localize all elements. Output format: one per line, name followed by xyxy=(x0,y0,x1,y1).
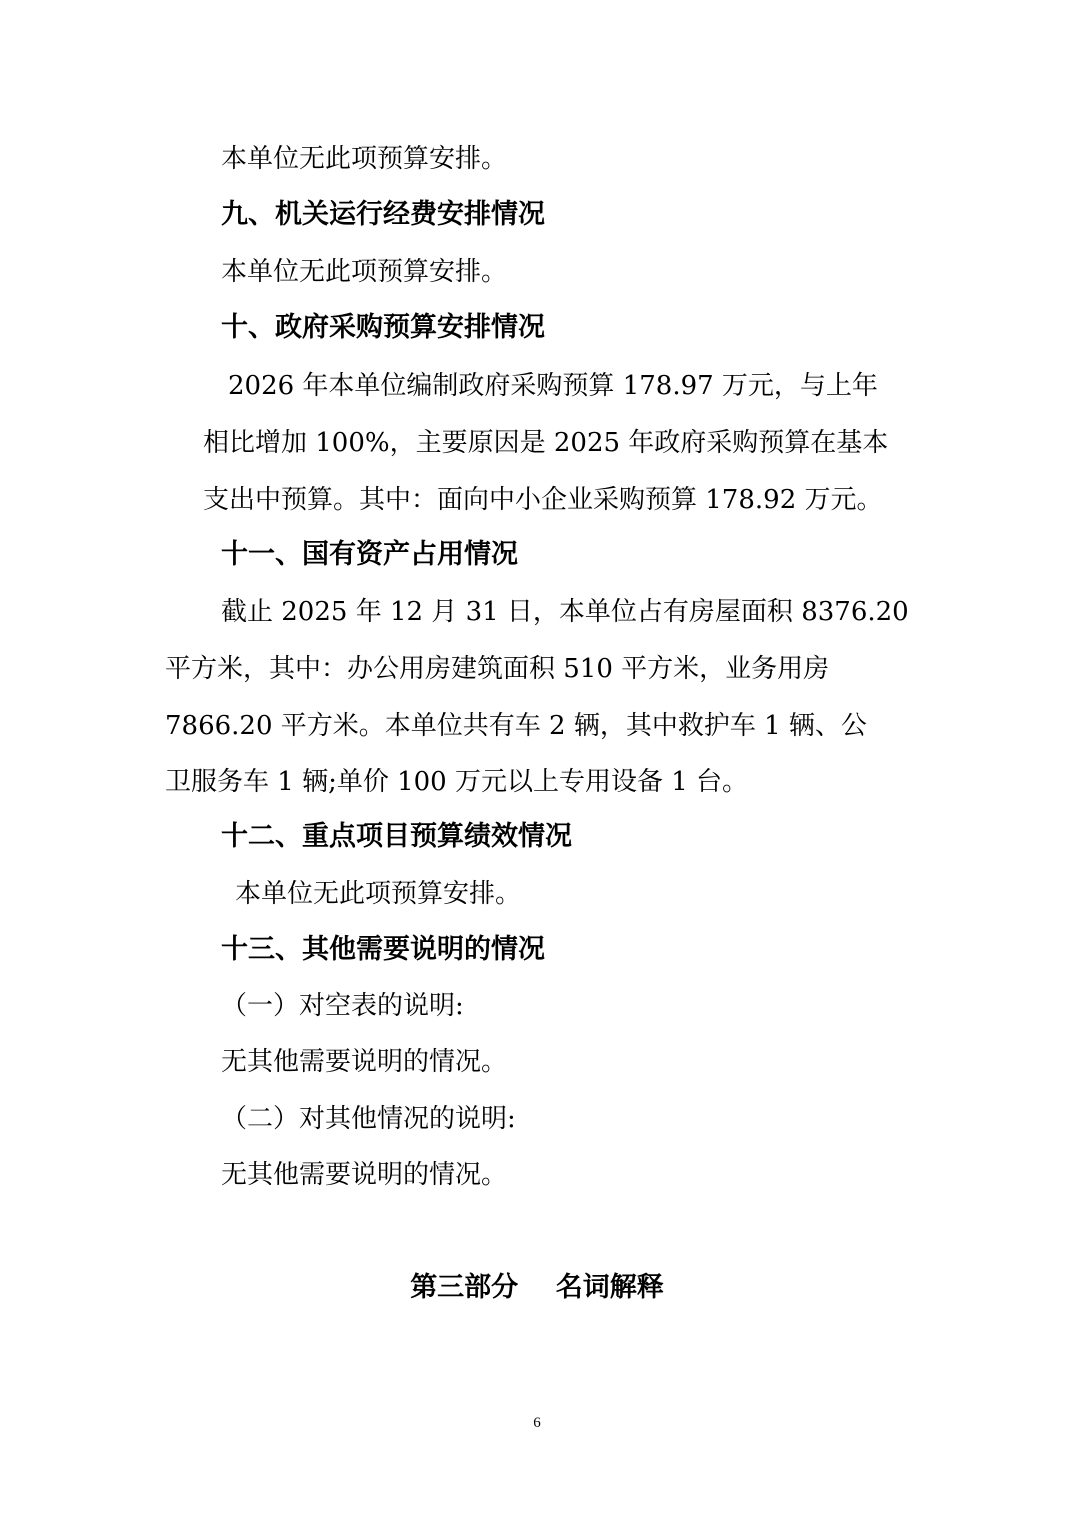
paragraph-line: 2026 年本单位编制政府采购预算 178.97 万元，与上年 xyxy=(228,371,878,401)
paragraph-line: 截止 2025 年 12 月 31 日，本单位占有房屋面积 8376.20 xyxy=(221,597,909,627)
section-heading-9: 九、机关运行经费安排情况 xyxy=(221,199,545,230)
part-title: 第三部分 名词解释 xyxy=(410,1272,664,1303)
paragraph-line: 卫服务车 1 辆;单价 100 万元以上专用设备 1 台。 xyxy=(165,767,749,797)
paragraph-line: 平方米，其中：办公用房建筑面积 510 平方米，业务用房 xyxy=(165,654,830,684)
budget-note-line: 本单位无此项预算安排。 xyxy=(235,879,522,909)
section-heading-11: 十一、国有资产占用情况 xyxy=(221,539,518,570)
paragraph-line: 相比增加 100%，主要原因是 2025 年政府采购预算在基本 xyxy=(203,428,889,458)
page-number: 6 xyxy=(533,1415,541,1431)
subsection-heading: （一）对空表的说明: xyxy=(221,991,464,1021)
budget-note-line: 本单位无此项预算安排。 xyxy=(221,144,508,174)
subsection-text: 无其他需要说明的情况。 xyxy=(221,1160,508,1190)
subsection-text: 无其他需要说明的情况。 xyxy=(221,1047,508,1077)
section-heading-10: 十、政府采购预算安排情况 xyxy=(221,312,545,343)
section-heading-12: 十二、重点项目预算绩效情况 xyxy=(221,821,572,852)
subsection-heading: （二）对其他情况的说明: xyxy=(221,1104,516,1134)
section-heading-13: 十三、其他需要说明的情况 xyxy=(221,934,545,965)
paragraph-line: 支出中预算。其中：面向中小企业采购预算 178.92 万元。 xyxy=(203,485,883,515)
paragraph-line: 7866.20 平方米。本单位共有车 2 辆，其中救护车 1 辆、公 xyxy=(165,711,867,741)
budget-note-line: 本单位无此项预算安排。 xyxy=(221,257,508,287)
